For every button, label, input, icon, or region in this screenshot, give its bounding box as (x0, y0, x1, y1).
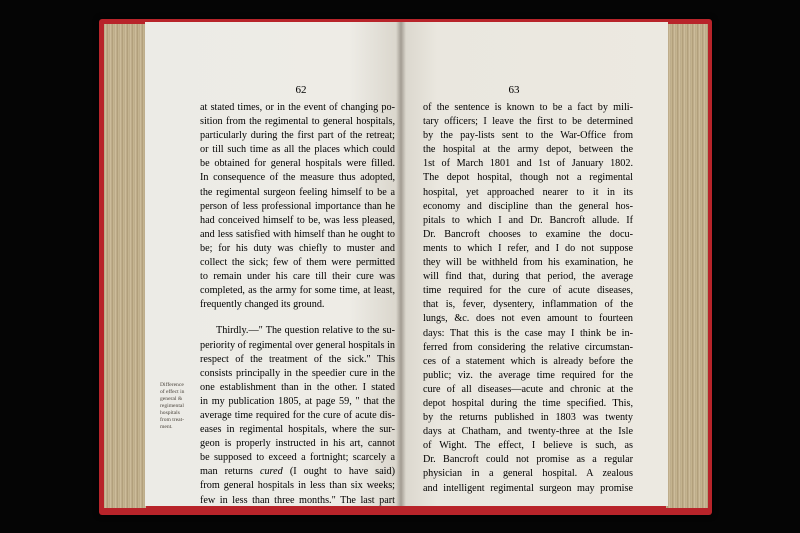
text-line: of Wight. The effect, I believe is such, as (423, 440, 633, 452)
text-line: in my publication 1805, at page 59, " that the (200, 395, 395, 407)
text-line: to remain under his care till their cure was (200, 271, 395, 283)
text-line: be obtained for general hospitals were filled. (200, 158, 395, 170)
text-line: and less satisfied with himself than he ought to (200, 228, 395, 240)
text-line: or till such time as all the places which could (200, 144, 395, 156)
text-line: of the sentence is known to be a fact by mili- (423, 102, 633, 113)
text-line: that is, fever, dysentery, inflammation of the (423, 299, 633, 311)
text-line: public; viz. the average time required for the (423, 369, 633, 381)
left-paragraph-1 (200, 101, 395, 312)
text-line: by the returns published in 1803 was twenty (423, 412, 633, 424)
text-line: physician in a general hospital. A zealous (423, 468, 633, 480)
text-line: eases in regimental hospitals, where the sur- (200, 424, 395, 436)
text-line: respect of the treatment of the sick." This (200, 353, 395, 365)
text-line: frequently changed its ground. (200, 299, 325, 311)
text-line: average time required for the cure of acute dis- (200, 409, 395, 421)
text-line: particularly during the first part of the retreat; (200, 130, 395, 142)
text-line: lungs, &c. does not even amount to fourteen (423, 313, 633, 325)
text-line: time required for the cure of acute diseases, (423, 285, 633, 297)
text-line: Thirdly.—" The question relative to the su- (216, 325, 395, 337)
right-page-text (423, 101, 633, 496)
text-line: they will be withheld from his examination, he (423, 257, 633, 269)
text-line: be supposed to exceed a fortnight; scarcely a (200, 452, 395, 464)
text-line: The depot hospital, though not a regimental (423, 172, 633, 184)
book-gutter (396, 22, 406, 506)
text-line: cure of all diseases—acute and chronic at the (423, 383, 633, 395)
text-line: Dr. Bancroft could not promise as a regular (423, 454, 633, 466)
text-line: few in less than three months." The last part (200, 494, 395, 506)
margin-note (160, 382, 198, 431)
text-line: depot hospital during the time specified. This, (423, 397, 633, 409)
text-line: hospital, yet approached nearer to it in its (423, 186, 633, 198)
right-page-number: 63 (508, 84, 520, 96)
margin-note-line: of effect in (160, 389, 185, 395)
margin-note-line: from treat- (160, 417, 185, 423)
text-line: ments to which I refer, and I do not suppose (423, 242, 633, 254)
text-line: be; for his duty was chiefly to muster and (200, 242, 395, 254)
text-line: person of less professional importance than he (200, 200, 395, 212)
text-line: completed, as the army for some time, at least, (200, 285, 395, 297)
text-line: from general hospitals in less than six weeks; (200, 480, 395, 492)
text-line: geon is properly instructed in his art, cannot (200, 438, 395, 450)
margin-note-line: ment. (160, 424, 173, 430)
text-line: man returns cured (I ought to have said) (200, 466, 395, 478)
margin-note-line: regimental (160, 403, 184, 409)
margin-note-line: general & (160, 396, 183, 402)
margin-note-line: hospitals (160, 410, 180, 416)
left-page-edges (104, 24, 146, 508)
text-line: the regimental surgeon feeling himself to be a (200, 186, 395, 198)
text-line: ces of a statement which is already before the (423, 355, 633, 367)
text-line: ferred from considering the relative circumstan- (423, 341, 633, 353)
text-line: collect the sick; few of them were permitted (200, 257, 395, 269)
left-page-text (200, 101, 395, 508)
text-line: days at Chatham, and twenty-three at the Isle (423, 426, 633, 438)
text-line: pitals to which I and Dr. Bancroft allude. If (423, 214, 633, 226)
left-paragraph-2 (200, 324, 395, 507)
text-line: and intelligent regimental surgeon may promise (423, 482, 633, 494)
text-line: one establishment than in the other. I stated (200, 381, 395, 393)
text-line: the hospital at the army depot, between the (423, 144, 633, 156)
text-line: will find that, during that period, the average (423, 271, 633, 283)
text-line: days: That this is the case may I think be in- (423, 327, 633, 339)
text-line: Dr. Bancroft chooses to examine the docu- (423, 228, 633, 240)
right-page-edges (666, 24, 708, 508)
text-line: economy and discipline than the general hos- (423, 200, 633, 212)
text-line: tary officers; I leave the first to be determined (423, 116, 633, 128)
text-line: In consequence of the measure thus adopted, (200, 172, 395, 184)
margin-note-line: Difference (160, 382, 184, 388)
text-line: 1st of March 1801 and 1st of January 1802. (423, 158, 633, 170)
text-line: sition from the regimental to general hospitals, (200, 116, 395, 128)
text-line: at stated times, or in the event of changing po- (200, 102, 395, 113)
text-line: had conceived himself to be, was less pleased, (200, 214, 395, 226)
left-page-number: 62 (295, 84, 307, 96)
text-line: by the pay-lists sent to the War-Office from (423, 130, 633, 142)
text-line: periority of regimental over general hospitals in (200, 339, 395, 351)
text-line: consists principally in the speedier cure in the (200, 367, 395, 379)
